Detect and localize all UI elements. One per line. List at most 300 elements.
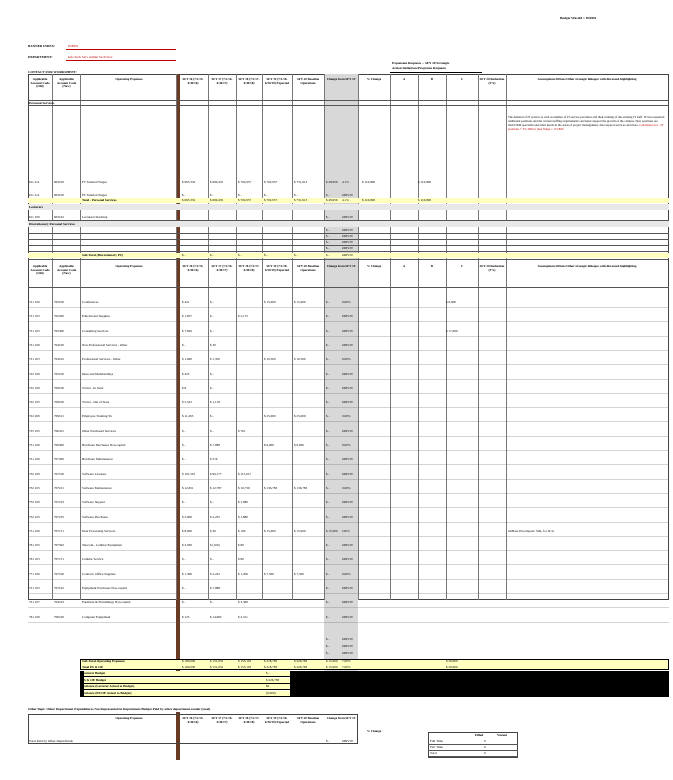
op-cell-new: 707103 (54, 500, 64, 505)
disc-pct: #DIV/0! (342, 228, 354, 232)
op-cell-v18: $ 115,617 (238, 471, 252, 476)
op-cell-new: 707101 (54, 485, 64, 490)
op-cell-old: 761 105 (29, 543, 40, 548)
op-row-rule (28, 407, 669, 408)
op-cell-new: 702300 (54, 328, 64, 333)
op-cell-v16: $ 1,396 (182, 571, 192, 576)
disc-subtotal-v20: $ - (294, 253, 298, 257)
disc-pct: #DIV/0! (342, 240, 354, 244)
op-total-c: $ 29,000 (446, 665, 458, 669)
op-cell-pct: #DIV/0! (342, 586, 354, 590)
ps-header-rule (28, 100, 669, 101)
summary-filled: 0 (484, 751, 486, 755)
op-cell-v16: $ - (182, 342, 186, 347)
op-cell-v19: $ 15,000 (264, 300, 276, 304)
op-cell-v16: $ - (182, 428, 186, 433)
op-cell-ch: $ - (326, 342, 330, 347)
op-cell-old: 761 105 (29, 557, 40, 562)
op-cell-pct: 100% (342, 528, 350, 533)
op-cell-old: 732 100 (29, 471, 40, 476)
oe-header-c: C (460, 264, 464, 268)
op-cell-new: 707102 (54, 586, 64, 590)
op-cell-v17: $ - (210, 600, 214, 605)
op-cell-v20: $ 7,500 (294, 571, 304, 576)
op-cell-old: 731 100 (29, 443, 40, 447)
ps-cell-v18: $ - (238, 193, 242, 197)
op-cell-name: Data Processing Services (82, 528, 116, 533)
ps-header-pct: % Change (366, 77, 382, 81)
op-cell-v17: $ 516 (210, 457, 218, 462)
op-cell-pct: #DIV/0! (342, 514, 354, 519)
ps-cell-v18: $ 702,957 (238, 180, 252, 184)
op-cell-v18: $ 2,172 (238, 314, 248, 319)
op-cell-v17: $ 1,350 (210, 357, 220, 362)
summary-filled-header: Filled (475, 733, 484, 737)
op-row-rule (28, 364, 669, 365)
op-cell-name: Hardware Purchases Non-capital (82, 443, 126, 447)
ps-header-op: Operating Expenses (115, 77, 143, 81)
op-subtotal-c: $ 29,000 (446, 659, 458, 663)
op-cell-name: Conferences (82, 300, 99, 304)
summary-filled: 0 (484, 745, 486, 749)
op-cell-name: Other Purchased Services (82, 428, 116, 433)
op-cell-v17: $ - (210, 371, 214, 376)
op-cell-v17: $ - (210, 300, 214, 304)
op-row-rule (28, 393, 669, 394)
op-cell-name: Travel - In State (82, 385, 104, 390)
ps-cell-ch: $ 28,956 (326, 180, 338, 184)
ps-header-new: Applicable Account Code (New) (56, 77, 77, 89)
extra-band (84, 671, 290, 677)
op-cell-new: 706100 (54, 614, 64, 619)
disc-change: $ - (326, 228, 330, 232)
op-row-rule (28, 450, 669, 451)
op-cell-ch: $ - (326, 428, 330, 433)
ps-total-v16: $ 665,332 (182, 198, 196, 202)
op-cell-ch: $ 15,000 (326, 528, 338, 533)
banner-underline (66, 49, 176, 50)
op-cell-old: 721 105 (29, 357, 40, 362)
ps-cell-v19: $ - (264, 193, 268, 197)
oe-header-rule (28, 287, 669, 288)
ps-header-sfy17: SFY 17 (7/1/16-6/30/17) (211, 77, 233, 85)
op-cell-ch: $ - (326, 543, 330, 548)
op-cell-pct: #DIV/0! (342, 314, 354, 319)
op-cell-v17: $ 30 (210, 342, 216, 347)
op-cell-ch: $ - (326, 514, 330, 519)
op-cell-ch: $ - (326, 457, 330, 462)
op-cell-new: 704103 (54, 600, 64, 605)
ps-cell-old: 611 Ltx (29, 180, 40, 184)
op-cell-v17: $ - (210, 328, 214, 333)
op-cell-ch: $ - (326, 414, 330, 419)
ps-header-a: A (402, 77, 406, 81)
op-cell-pct: #DIV/0! (342, 557, 354, 562)
other-header-op: Operating Expenses (115, 716, 143, 720)
op-cell-v16: $ 101,591 (182, 471, 196, 476)
op-cell-old: 732 105 (29, 485, 40, 490)
op-cell-new: 704100 (54, 342, 64, 347)
personal-note: The demand of IT service as well as number of IT service providers and their training of the existing IT staff. IT has requested additional positions and the current staffing requirements can better support the growth of the campus. New positions are Web/CRM specialist and other needs in the areas of project management, data support services and more. Calculated at 2 - IT positions + 3% 30K/yr plus fringe = 115,800 (508, 115, 665, 131)
ps-cell-new: 603100 (54, 180, 64, 184)
op-cell-old: 721 100 (29, 300, 40, 304)
op-blank-pct: #DIV/0! (342, 644, 354, 648)
op-cell-v17: $ 12,787 (210, 485, 222, 490)
oe-header-pct: % Change (366, 264, 382, 268)
op-cell-v18: $ 1,206 (238, 571, 248, 576)
op-cell-v16: $ - (182, 443, 186, 447)
ps-cell-ch: $ - (326, 193, 330, 197)
disc-subtotal-v19: $ - (264, 253, 268, 257)
op-cell-old: 731 100 (29, 457, 40, 462)
extra-band (84, 678, 290, 684)
op-cell-old: 722 100 (29, 385, 40, 390)
op-cell-old: 761 100 (29, 614, 40, 619)
op-row-rule (28, 479, 669, 480)
op-row-rule (28, 307, 669, 308)
op-cell-name: Furniture & Furnishings Non-capital (82, 600, 131, 605)
summary-rule (428, 750, 518, 751)
extra-right-black (290, 671, 669, 697)
op-cell-new: 709100 (54, 400, 64, 405)
op-cell-old: 721 105 (29, 586, 40, 590)
op-cell-v16: $ 8,000 (182, 528, 192, 533)
op-row-rule (28, 622, 669, 623)
op-cell-new: 707105 (54, 514, 64, 519)
op-cell-new: 704102 (54, 357, 64, 362)
ps-cell-a: $ 116,800 (362, 180, 376, 184)
op-cell-v17: $ 7,988 (210, 586, 220, 590)
budget-id: Budget WkstId = INF001 (560, 16, 597, 20)
op-cell-new: 707302 (54, 543, 64, 548)
op-cell-v16: $ 2,900 (182, 514, 192, 519)
disc-subtotal-v17: $ - (210, 253, 214, 257)
op-subtotal-label: Sub-Total Operating Expenses (82, 659, 125, 663)
op-cell-new: 709101 (54, 414, 64, 419)
op-subtotal-v16: $ 160,030 (182, 659, 196, 663)
disc-subtotal-pct: #DIV/0! (342, 253, 354, 257)
op-cell-v17: $ - (210, 500, 214, 505)
op-cell-ch: $ - (326, 328, 330, 333)
ps-cell-pct: 4.1% (342, 180, 349, 184)
op-cell-v16: $ 125 (182, 614, 190, 619)
op-row-rule (28, 507, 669, 508)
op-total-label: Total PS & OE (82, 665, 104, 669)
ps-cell-v20: $ - (294, 193, 298, 197)
op-cell-v17: $ - (210, 428, 214, 433)
op-cell-v17: $ 30 (210, 528, 216, 533)
lecturer-cell-new: 603102 (54, 215, 64, 219)
other-title: Other Dept: Other Department Expenditures Not Represented in Department Budget Paid by other department-reader (total) (28, 707, 211, 711)
op-cell-v16: $ 8 (182, 385, 187, 390)
summary-vacant-header: Vacant (497, 733, 508, 737)
disc-subtotal-ch: $ - (326, 253, 330, 257)
extra-label: Variance (Lecturer Actual to Budget) (82, 684, 135, 688)
op-cell-v16: $ 12,651 (182, 485, 194, 490)
op-cell-ch: $ - (326, 471, 330, 476)
expansion-rule (390, 72, 482, 73)
op-cell-v17: $ - (210, 414, 214, 419)
op-cell-ch: $ - (326, 614, 330, 619)
ps-cell-v16: $ 665,332 (182, 180, 196, 184)
op-cell-pct: 0.00% (342, 485, 351, 490)
ps-cell-v19: $ 702,957 (264, 180, 278, 184)
op-cell-v18: $ 80 (238, 557, 244, 562)
op-cell-pct: #DIV/0! (342, 614, 354, 619)
op-cell-v20: $ 10,500 (294, 357, 306, 362)
op-cell-v16: $ 425 (182, 371, 190, 376)
op-cell-ch: $ - (326, 357, 330, 362)
op-cell-old: 771 100 (29, 571, 40, 576)
ps-total-v19: $ 702,957 (264, 198, 278, 202)
op-cell-ch: $ - (326, 500, 330, 505)
ps-header-old: Applicable Account Code (Old) (30, 77, 50, 89)
lecturer-cell-ch: $ - (326, 215, 330, 219)
summary-filled: 0 (484, 739, 486, 743)
ps-total-ch: $ 28,956 (326, 198, 338, 202)
lecturer-cell-pct: #DIV/0! (342, 215, 354, 219)
op-cell-new: 707151 (54, 528, 64, 533)
ps-cell-v17: $ - (210, 193, 214, 197)
lecturer-cell-old: 611 100 (29, 215, 40, 219)
op-cell-pct: #DIV/0! (342, 600, 354, 605)
disc-change: $ - (326, 246, 330, 250)
op-cell-new: 707200 (54, 457, 64, 462)
op-total-frame (80, 659, 669, 670)
op-cell-v16: $ 5,522 (182, 400, 192, 405)
op-cell-old: 721 107 (29, 600, 40, 605)
op-cell-v18: $ 1,980 (238, 500, 248, 505)
op-cell-v16: $ 1,990 (182, 357, 192, 362)
ps-total-pct: 4.1% (342, 198, 349, 202)
op-cell-name: Dues and Memberships (82, 371, 114, 376)
other-header-pct: % Change (366, 729, 382, 733)
op-cell-v16: $ 11,265 (182, 414, 194, 419)
op-cell-v18: $ 761 (238, 428, 246, 433)
disc-bottom-rule (28, 259, 669, 260)
op-cell-v16: $ 3,936 (182, 543, 192, 548)
op-cell-name: Equipment Purchases Non-capital (82, 586, 127, 590)
lecturers-label: Lecturers (29, 205, 44, 209)
op-cell-new: 702200 (54, 314, 64, 319)
ps-header-change: Change from SFY 19 (326, 77, 356, 81)
department-label: DEPARTMENT: (28, 55, 53, 59)
op-row-rule (28, 436, 669, 437)
disc-subtotal-v18: $ - (238, 253, 242, 257)
op-cell-pct: 0.00% (342, 414, 351, 419)
op-cell-c: $ 6,000 (446, 300, 456, 304)
op-cell-v20: $ 9,000 (294, 443, 304, 447)
op-cell-name: Software Licenses (82, 471, 107, 476)
op-cell-ch: $ - (326, 371, 330, 376)
other-header-sfy18: SFY 18 (7/1/17-6/30/18) (238, 716, 260, 724)
op-cell-ch: $ - (326, 385, 330, 390)
personal-section-label: Personal Services (29, 101, 55, 105)
disc-change: $ - (326, 240, 330, 244)
op-cell-v17: $ 2,235 (210, 514, 220, 519)
op-cell-pct: 0.00% (342, 357, 351, 362)
oe-header-new: Applicable Account Code (New) (56, 264, 77, 276)
op-cell-v16: $ - (182, 600, 186, 605)
op-cell-pct: 0.00% (342, 571, 351, 576)
op-cell-ch: $ - (326, 586, 330, 590)
op-cell-old: 732 105 (29, 514, 40, 519)
op-cell-v17: $ 99,177 (210, 471, 222, 476)
discretionary-label: Discretionary Personal Services (29, 222, 75, 226)
op-total-v19: $ 218,783 (264, 665, 278, 669)
contact-label: CONTACT FOR WORKSHEET: (28, 70, 77, 74)
ps-total-label: Total - Personal Services (82, 198, 117, 202)
op-row-rule (28, 350, 669, 351)
dp-note: OnBase Encompass: Sim, for IT/A (508, 528, 555, 533)
oe-header-a: A (402, 264, 406, 268)
lecturer-cell-name: Lecturers/Teaching (82, 215, 108, 219)
ps-cell-v17: $ 669,435 (210, 180, 224, 184)
disc-rule (28, 251, 669, 252)
op-cell-v17: $ 7,088 (210, 443, 220, 447)
op-cell-new: 707151 (54, 557, 64, 562)
op-cell-v17: $ 1,118 (210, 400, 220, 405)
op-cell-name: Cellular Service (82, 557, 104, 562)
op-cell-v16: $ 7,829 (182, 328, 192, 333)
op-cell-v17: $ - (210, 314, 214, 319)
op-subtotal-v20: $ 226,783 (294, 659, 308, 663)
op-cell-old: 725 105 (29, 428, 40, 433)
op-cell-new: 707100 (54, 471, 64, 476)
op-cell-name: Software Purchases (82, 514, 108, 519)
ps-header-sfy16: SFY 16 (7/1/15-6/30/16) (182, 77, 204, 85)
ps-header-asm: Assumptions/Offsets/Other strategic linkages with discussed highlighting (537, 77, 637, 81)
op-subtotal-ch: $ 15,000 (326, 659, 338, 663)
ps-header-sfy20: SFY 20 Baseline Operations (296, 77, 320, 85)
op-row-rule (28, 579, 669, 580)
op-cell-v17: $ (100) (210, 543, 220, 548)
ps-cell-v20: $ 731,913 (294, 180, 308, 184)
op-cell-old: 722 200 (29, 414, 40, 419)
op-total-v20: $ 226,783 (294, 665, 308, 669)
op-cell-pct: #DIV/0! (342, 328, 354, 333)
oe-header-old: Applicable Account Code (Old) (30, 264, 50, 276)
op-cell-old: 721 105 (29, 314, 40, 319)
op-cell-old: 721 100 (29, 342, 40, 347)
op-cell-v20: $ 25,000 (294, 414, 306, 419)
op-cell-ch: $ - (326, 557, 330, 562)
op-cell-v18: $ 190 (238, 528, 246, 533)
op-row-rule (28, 593, 669, 594)
op-cell-v16: $ - (182, 557, 186, 562)
op-cell-v20: $ 15,000 (294, 528, 306, 533)
banner-value: INF001 (68, 44, 79, 48)
op-cell-v16: $ 421 (182, 300, 190, 304)
op-cell-name: Non-Professional Services - Other (82, 342, 128, 347)
op-cell-new: 702100 (54, 300, 64, 304)
op-cell-ch: $ - (326, 600, 330, 605)
op-cell-v18: $ 16,730 (238, 485, 250, 490)
op-cell-pct: #DIV/0! (342, 500, 354, 505)
op-cell-name: Hardware Maintenance (82, 457, 113, 462)
op-total-v16: $ 160,030 (182, 665, 196, 669)
op-cell-v20: $ 15,000 (294, 300, 306, 304)
op-cell-new: 709100 (54, 385, 64, 390)
op-cell-pct: #DIV/0! (342, 371, 354, 376)
op-blank-pct: #DIV/0! (342, 637, 354, 641)
op-blank-change: $ - (326, 651, 330, 655)
op-row-rule (28, 336, 669, 337)
op-row-rule (28, 421, 669, 422)
ps-total-v20: $ 731,913 (294, 198, 308, 202)
op-cell-name: Professional Services - Other (82, 357, 121, 362)
ps-total-v17: $ 669,435 (210, 198, 224, 202)
oe-header-asm: Assumptions/Offsets/Other strategic linkages with discussed highlighting (537, 264, 637, 268)
summary-label: Full Time (430, 739, 443, 743)
op-cell-v18: $ 80 (238, 543, 244, 548)
oe-header-sfy18: SFY 18 (7/1/17-6/30/18) (238, 264, 260, 272)
op-cell-new: 707100 (54, 571, 64, 576)
summary-label: Total (430, 751, 437, 755)
op-cell-new: 706300 (54, 443, 64, 447)
op-cell-name: Computer Equipment (82, 614, 111, 619)
other-row-label: Total Paid by Other Depts/funds (29, 739, 73, 743)
op-total-pct: 7.00% (342, 665, 351, 669)
op-cell-pct: #DIV/0! (342, 428, 354, 433)
op-cell-v19: $ 15,000 (264, 528, 276, 533)
op-cell-v18: $ 1,880 (238, 514, 248, 519)
op-cell-pct: #DIV/0! (342, 385, 354, 390)
op-cell-v18: $ 2,311 (238, 614, 248, 619)
op-cell-ch: $ - (326, 485, 330, 490)
ps-cell-name: PT Salaried Wages (82, 193, 107, 197)
ps-cell-pct: #DIV/0! (342, 193, 354, 197)
ps-header-sfy20red: SFY 20 Reduction (5%) (479, 77, 505, 85)
summary-label: Part Time (430, 745, 443, 749)
op-cell-name: Telecom - Cellular Equipment (82, 543, 122, 548)
op-cell-pct: #DIV/0! (342, 342, 354, 347)
extra-label: PS & OE Budget (82, 677, 106, 682)
disc-pct: #DIV/0! (342, 246, 354, 250)
op-cell-name: Consulting Services (82, 328, 109, 333)
ps-cell-old: 611 Ltx (29, 193, 40, 197)
op-cell-v18: $ 3,360 (238, 600, 248, 605)
ps-header-sfy18: SFY 18 (7/1/17-6/30/18) (238, 77, 260, 85)
oe-header-sfy19: SFY 19 (7/1/18-6/30/19) Expected (264, 264, 290, 272)
other-row-pct: #DIV/0! (342, 739, 354, 743)
department-value: Info Tech Serv Admin Tech Serv (68, 55, 113, 59)
op-cell-name: Contract: Office Supplies (82, 571, 116, 576)
op-row-rule (28, 607, 669, 608)
op-cell-name: Employee Training/Tu (82, 414, 112, 419)
op-total-v18: $ 155,118 (238, 665, 252, 669)
oe-header-change: Change from SFY 19 (326, 264, 356, 268)
oe-header-sfy20red: SFY 20 Reduction (5%) (479, 264, 505, 272)
op-cell-v20: $ 136,783 (294, 485, 308, 490)
oe-header-op: Operating Expenses (115, 264, 143, 268)
op-cell-old: 722 100 (29, 371, 40, 376)
other-header-sfy19: SFY 19 (7/1/18-6/30/19) Expected (264, 716, 290, 724)
op-cell-v19: $ 136,783 (264, 485, 278, 490)
op-row-rule (28, 536, 669, 537)
op-cell-ch: $ - (326, 314, 330, 319)
op-cell-v17: $ - (210, 385, 214, 390)
op-total-v17: $ 151,052 (210, 665, 224, 669)
op-row-rule (28, 379, 669, 380)
other-row-change: $ - (326, 739, 330, 743)
op-cell-pct: 0.00% (342, 300, 351, 304)
op-total-ch: $ 15,000 (326, 665, 338, 669)
oe-header-b: B (430, 264, 434, 268)
ps-total-a: $ 116,800 (362, 198, 376, 202)
op-cell-pct: 0.00% (342, 443, 351, 447)
op-cell-old: 722 105 (29, 400, 40, 405)
